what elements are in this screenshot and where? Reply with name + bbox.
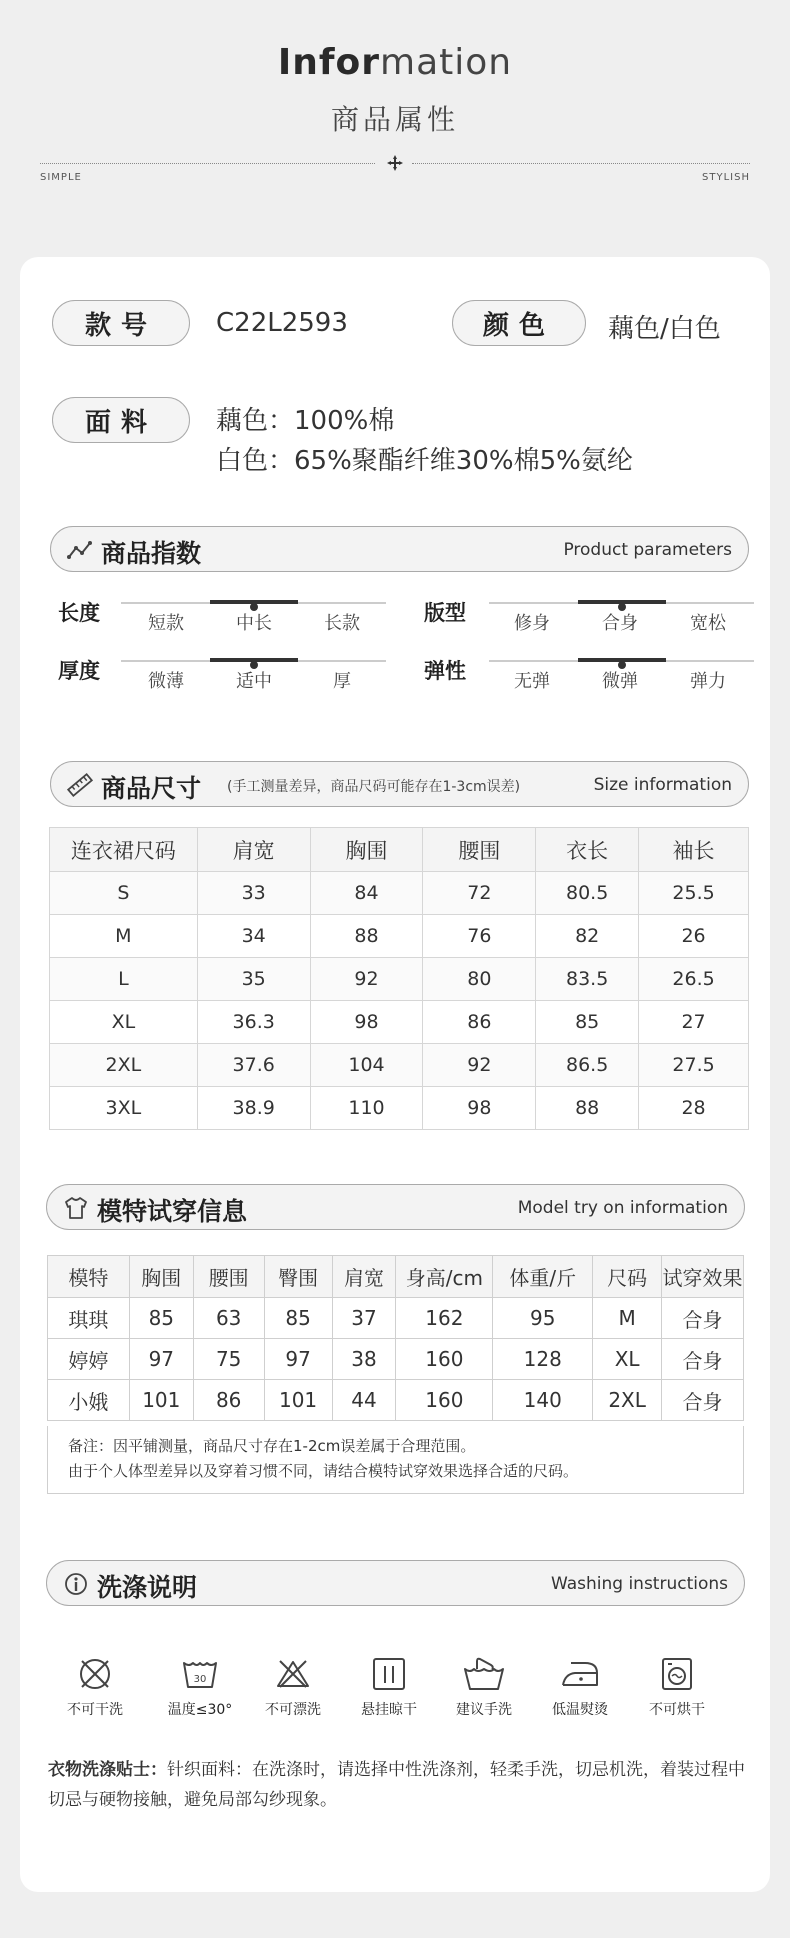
size-cell: 98 [423,1087,536,1130]
hand-wash-icon [463,1655,505,1693]
model-header-cell: 尺码 [593,1256,662,1298]
size-cell: 76 [423,915,536,958]
table-row [48,1298,744,1339]
index-section-title: 商品指数 [101,539,202,568]
model-cell: 160 [396,1380,493,1421]
index-label-thickness: 厚度 [58,659,100,683]
size-cell: 84 [310,872,423,915]
model-header-cell: 胸围 [129,1256,193,1298]
table-row [48,1380,744,1421]
fabric-label: 面料 [52,397,190,443]
size-cell: 37.6 [197,1044,310,1087]
model-cell: 140 [493,1380,593,1421]
size-cell: 38.9 [197,1087,310,1130]
wash-tip-label: 衣物洗涤贴士： [48,1760,167,1780]
model-note [47,1426,744,1494]
size-cell: 35 [197,958,310,1001]
model-cell: 97 [264,1339,332,1380]
index-opt-thickness-2: 厚 [333,671,351,692]
size-cell: 26.5 [639,958,749,1001]
index-label-fit: 版型 [424,601,466,625]
low-iron-icon [559,1655,601,1693]
size-cell: L [50,958,198,1001]
size-cell: 86 [423,1001,536,1044]
model-cell: 160 [396,1339,493,1380]
model-cell: 38 [332,1339,396,1380]
style-no-value: C22L2593 [216,308,348,338]
size-cell: 3XL [50,1087,198,1130]
model-cell: 37 [332,1298,396,1339]
index-opt-thickness-1: 适中 [236,671,272,692]
model-cell: 101 [264,1380,332,1421]
divider-right [412,163,750,164]
size-cell: 92 [423,1044,536,1087]
size-cell: 88 [536,1087,639,1130]
model-header-cell: 体重/斤 [493,1256,593,1298]
model-cell: 婷婷 [48,1339,130,1380]
size-cell: 80.5 [536,872,639,915]
index-opt-length-2: 长款 [324,613,360,634]
size-cell: 2XL [50,1044,198,1087]
model-cell: 95 [493,1298,593,1339]
tshirt-icon [63,1195,89,1221]
model-section-bar [46,1184,745,1230]
size-cell: XL [50,1001,198,1044]
index-opt-length-1: 中长 [236,613,272,634]
size-cell: 88 [310,915,423,958]
size-cell: 33 [197,872,310,915]
size-cell: 72 [423,872,536,915]
size-cell: 104 [310,1044,423,1087]
size-header-cell: 胸围 [310,828,423,872]
style-no-label: 款号 [52,300,190,346]
size-header-cell: 肩宽 [197,828,310,872]
size-cell: 26 [639,915,749,958]
no-dry-clean-icon [76,1655,114,1693]
cross-ornament-icon [385,153,405,173]
table-row [50,1044,749,1087]
model-cell: 97 [129,1339,193,1380]
model-section-en: Model try on information [517,1198,728,1218]
size-section-note: (手工测量差异，商品尺码可能存在1-3cm误差) [227,779,521,795]
index-opt-fit-0: 修身 [514,613,550,634]
wash-30-icon [181,1655,219,1693]
model-cell: 小娥 [48,1380,130,1421]
wash-label: 不可漂洗 [265,1702,321,1718]
no-bleach-icon [274,1655,312,1693]
size-table-header [50,828,749,872]
size-cell: 83.5 [536,958,639,1001]
size-header-cell: 连衣裙尺码 [50,828,198,872]
wash-item-hang-dry [349,1655,429,1719]
wash-label: 不可干洗 [67,1702,123,1718]
simple-tag: SIMPLE [40,172,82,183]
model-cell: 86 [193,1380,264,1421]
divider-left [40,163,375,164]
wash-item-low-iron [540,1655,620,1719]
size-cell: 28 [639,1087,749,1130]
model-cell: M [593,1298,662,1339]
wash-section-en: Washing instructions [550,1574,728,1594]
stylish-tag: STYLISH [702,172,750,183]
size-cell: 25.5 [639,872,749,915]
size-header-cell: 腰围 [423,828,536,872]
model-cell: 合身 [662,1380,744,1421]
model-cell: 101 [129,1380,193,1421]
size-cell: 86.5 [536,1044,639,1087]
model-header-cell: 肩宽 [332,1256,396,1298]
size-cell: 92 [310,958,423,1001]
size-cell: 110 [310,1087,423,1130]
size-cell: 27 [639,1001,749,1044]
model-cell: 85 [129,1298,193,1339]
page-title: Information [277,42,513,83]
index-opt-elasticity-2: 弹力 [690,671,726,692]
model-section-title: 模特试穿信息 [97,1197,248,1226]
header [0,0,790,240]
table-row [50,958,749,1001]
size-cell: 82 [536,915,639,958]
model-note-line-2: 由于个人体型差异以及穿着习惯不同，请结合模特试穿效果选择合适的尺码。 [68,1462,579,1480]
ruler-icon [67,772,93,798]
fabric-line-2: 白色：65%聚酯纤维30%棉5%氨纶 [216,446,633,476]
wash-item-hand-wash [444,1655,524,1719]
wash-label: 不可烘干 [649,1702,705,1718]
index-label-elasticity: 弹性 [424,659,466,683]
color-label: 颜色 [452,300,586,346]
page-subtitle: 商品属性 [330,103,459,136]
model-header-cell: 腰围 [193,1256,264,1298]
size-cell: 27.5 [639,1044,749,1087]
wash-label: 低温熨烫 [552,1702,608,1718]
size-cell: 98 [310,1001,423,1044]
wash-label: 建议手洗 [456,1702,512,1718]
size-header-cell: 袖长 [639,828,749,872]
size-cell: S [50,872,198,915]
size-header-cell: 衣长 [536,828,639,872]
model-table [47,1255,744,1421]
index-opt-length-0: 短款 [148,613,184,634]
size-section-en: Size information [593,775,732,795]
model-header-cell: 臀围 [264,1256,332,1298]
index-opt-fit-2: 宽松 [690,613,726,634]
color-value: 藕色/白色 [608,314,721,344]
table-row [50,915,749,958]
size-section-bar [50,761,749,807]
index-label-length: 长度 [58,601,100,625]
wash-label: 温度≤30° [167,1702,233,1718]
size-section-title: 商品尺寸 [101,774,202,803]
model-cell: XL [593,1339,662,1380]
index-opt-fit-1: 合身 [602,613,638,634]
index-opt-elasticity-1: 微弹 [602,671,638,692]
index-opt-elasticity-0: 无弹 [514,671,550,692]
hang-dry-icon [370,1655,408,1693]
table-row [50,1001,749,1044]
model-cell: 63 [193,1298,264,1339]
model-table-header [48,1256,744,1298]
wash-section-bar [46,1560,745,1606]
wash-item-no-dry-clean [55,1655,135,1719]
no-tumble-dry-icon [658,1655,696,1693]
wash-tip-text: 针织面料：在洗涤时，请选择中性洗涤剂，轻柔手洗，切忌机洗，着装过程中切忌与硬物接触，避免局部勾纱现象。 [48,1760,745,1810]
wash-30-digits: 30 [193,1674,207,1685]
size-table [49,827,749,1130]
wash-item-wash-30 [160,1655,240,1719]
size-cell: 80 [423,958,536,1001]
table-row [50,1087,749,1130]
index-opt-thickness-0: 微薄 [148,671,184,692]
fabric-line-1: 藕色：100%棉 [216,406,395,436]
size-cell: 36.3 [197,1001,310,1044]
model-cell: 琪琪 [48,1298,130,1339]
wash-item-no-tumble-dry [637,1655,717,1719]
wash-label: 悬挂晾干 [361,1702,417,1718]
index-section-en: Product parameters [563,540,732,560]
model-cell: 44 [332,1380,396,1421]
wash-item-no-bleach [253,1655,333,1719]
model-cell: 75 [193,1339,264,1380]
size-cell: 34 [197,915,310,958]
trend-icon [67,537,93,563]
model-cell: 合身 [662,1339,744,1380]
model-cell: 合身 [662,1298,744,1339]
model-cell: 162 [396,1298,493,1339]
model-cell: 85 [264,1298,332,1339]
wash-tip [48,1755,748,1815]
info-icon [63,1571,89,1597]
table-row [50,872,749,915]
model-cell: 128 [493,1339,593,1380]
size-cell: M [50,915,198,958]
model-header-cell: 试穿效果 [662,1256,744,1298]
model-note-line-1: 备注：因平铺测量，商品尺寸存在1-2cm误差属于合理范围。 [68,1437,476,1455]
table-row [48,1339,744,1380]
index-section-bar [50,526,749,572]
model-cell: 2XL [593,1380,662,1421]
wash-section-title: 洗涤说明 [97,1573,198,1602]
size-cell: 85 [536,1001,639,1044]
model-header-cell: 身高/cm [396,1256,493,1298]
model-header-cell: 模特 [48,1256,130,1298]
